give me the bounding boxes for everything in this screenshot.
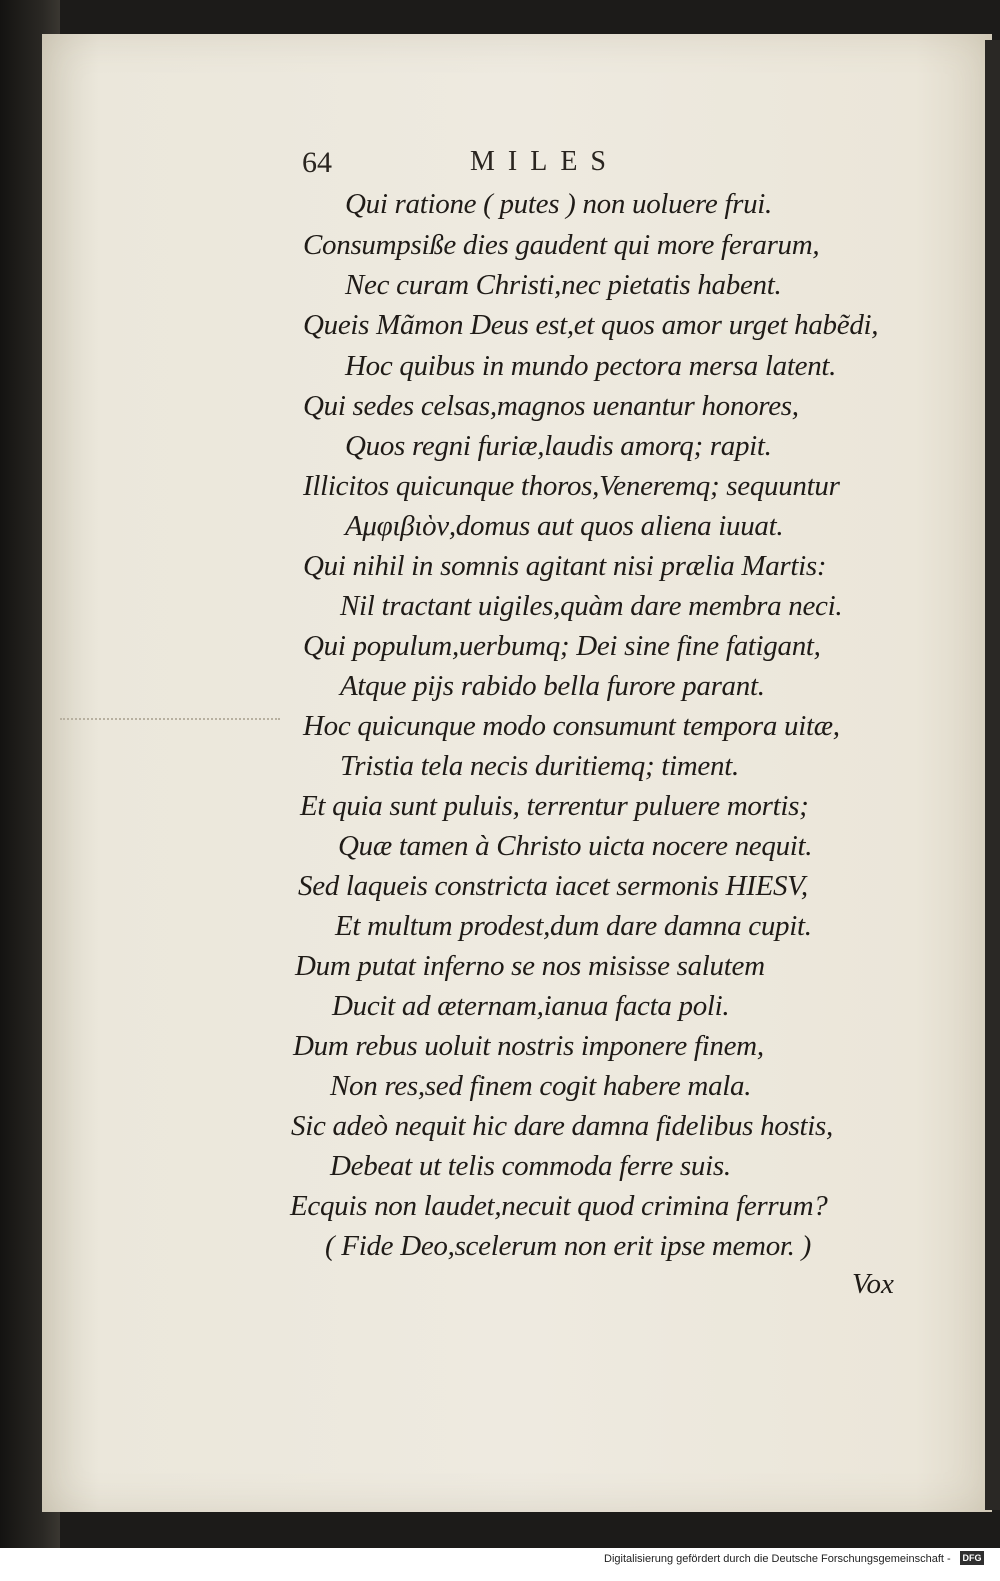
verse-line: Qui nihil in somnis agitant nisi prælia Martis: — [303, 550, 827, 582]
verse-line: Αμφιβιὸν,domus aut quos aliena iuuat. — [345, 510, 784, 542]
verse-line: Nil tractant uigiles,quàm dare membra neci. — [340, 590, 843, 622]
verse-line: Atque pijs rabido bella furore parant. — [340, 670, 765, 702]
verse-line: Dum rebus uoluit nostris imponere finem, — [293, 1030, 764, 1062]
verse-line: Qui ratione ( putes ) non uoluere frui. — [345, 188, 773, 220]
verse-line: Consumpsiße dies gaudent qui more ferarum, — [303, 229, 820, 261]
verse-line: Ecquis non laudet,necuit quod crimina ferrum? — [290, 1190, 828, 1222]
verse-line: Et multum prodest,dum dare damna cupit. — [335, 910, 812, 942]
verse-line: Dum putat inferno se nos misisse salutem — [295, 950, 765, 982]
verse-line: Tristia tela necis duritiemq; timent. — [340, 750, 739, 782]
verse-line: Ducit ad æternam,ianua facta poli. — [332, 990, 730, 1022]
verse-line: Hoc quicunque modo consumunt tempora uitæ, — [303, 710, 840, 742]
verse-line: Sed laqueis constricta iacet sermonis HIESV, — [298, 870, 808, 902]
catchword: Vox — [852, 1268, 894, 1300]
verse-line: Et quia sunt puluis, terrentur puluere mortis; — [300, 790, 809, 822]
verse-line: Quæ tamen à Christo uicta nocere nequit. — [338, 830, 813, 862]
verse-line: Qui populum,uerbumq; Dei sine fine fatigant, — [303, 630, 821, 662]
verse-line: Nec curam Christi,nec pietatis habent. — [345, 269, 782, 301]
verse-line: Quos regni furiæ,laudis amorq; rapit. — [345, 430, 772, 462]
verse-line: Debeat ut telis commoda ferre suis. — [330, 1150, 731, 1182]
verse-line: Queis Mãmon Deus est,et quos amor urget habẽdi, — [303, 309, 879, 341]
verse-line: Illicitos quicunque thoros,Veneremq; sequuntur — [303, 470, 840, 502]
dfg-logo: DFG — [960, 1551, 984, 1565]
footer-credit: Digitalisierung gefördert durch die Deutsche Forschungsgemeinschaft - — [604, 1553, 951, 1565]
verse-line: Sic adeò nequit hic dare damna fidelibus hostis, — [291, 1110, 833, 1142]
running-title: MILES — [470, 146, 619, 177]
page-number: 64 — [302, 146, 332, 179]
verse-line: Qui sedes celsas,magnos uenantur honores, — [303, 390, 799, 422]
verse-line: Hoc quibus in mundo pectora mersa latent. — [345, 350, 837, 382]
verse-line: ( Fide Deo,scelerum non erit ipse memor. ) — [325, 1230, 811, 1262]
verse-line: Non res,sed finem cogit habere mala. — [330, 1070, 752, 1102]
